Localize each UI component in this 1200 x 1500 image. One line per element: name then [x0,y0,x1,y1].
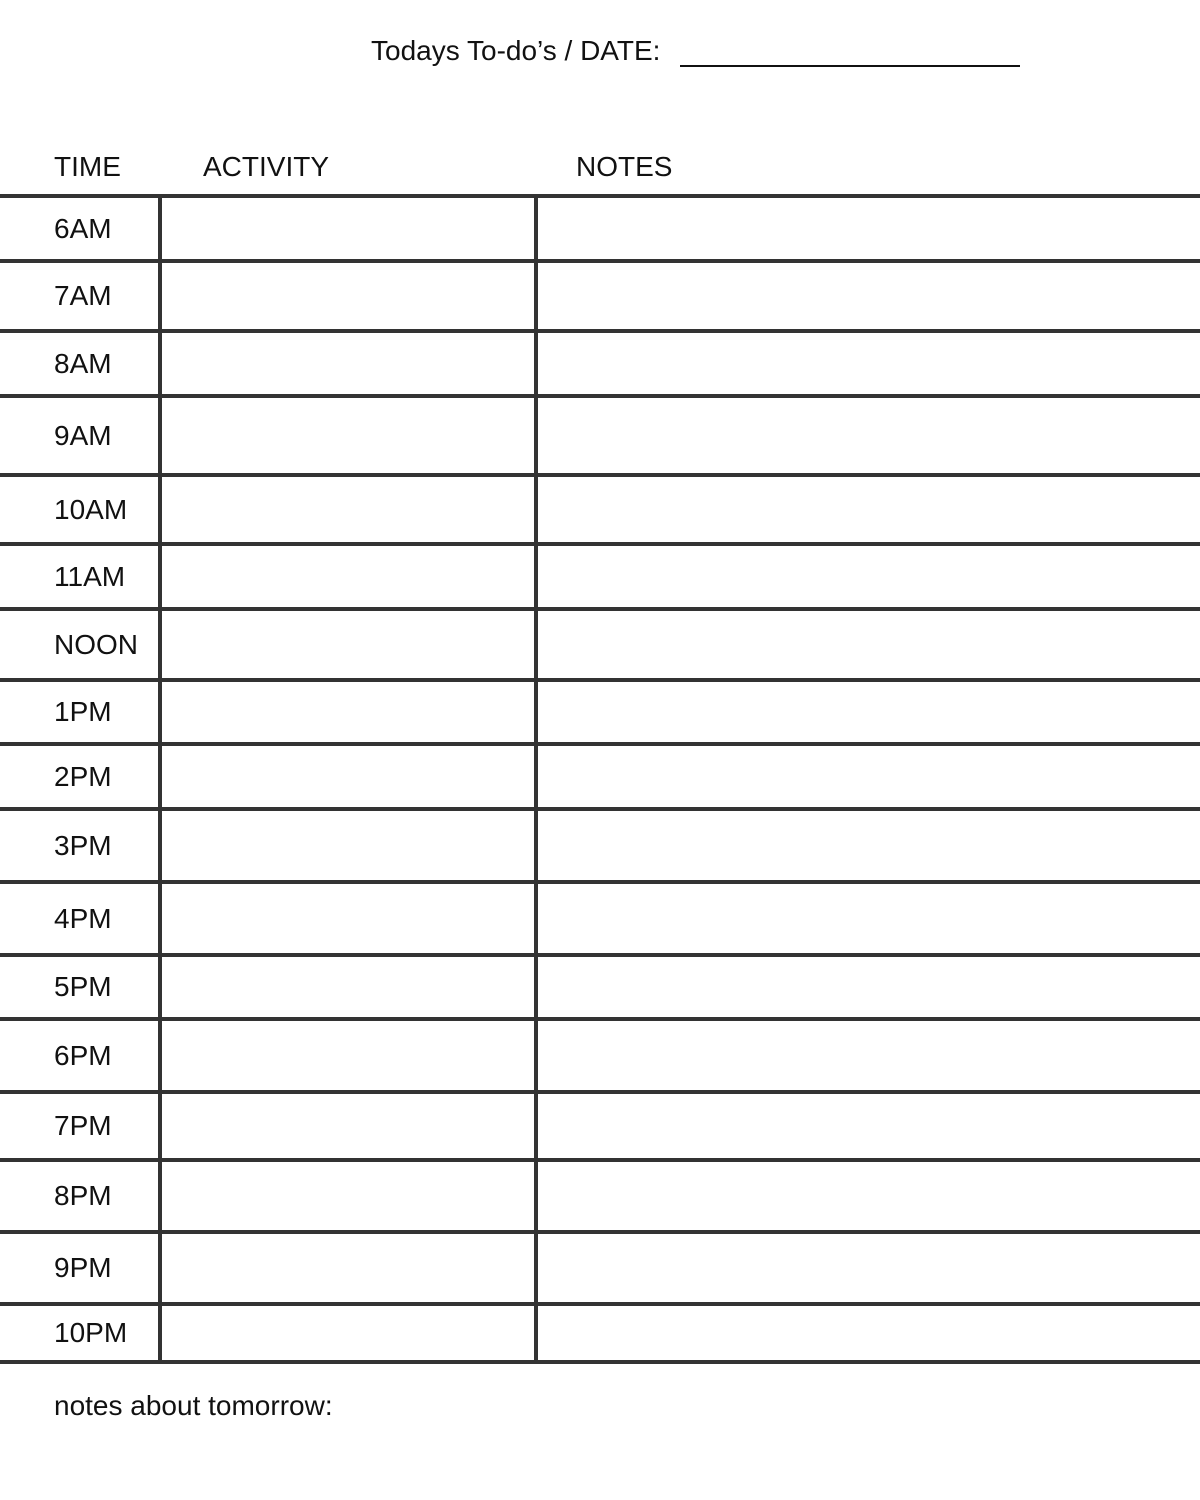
activity-cell[interactable] [164,198,532,259]
footer-notes-label: notes about tomorrow: [54,1390,333,1421]
time-label: 9PM [54,1252,112,1283]
time-label: 10PM [54,1317,128,1348]
activity-cell[interactable] [164,611,532,678]
date-field[interactable] [680,65,1020,67]
activity-cell[interactable] [164,333,532,394]
activity-cell[interactable] [164,746,532,807]
time-label: 8AM [54,347,112,379]
time-label: 11AM [54,560,126,592]
notes-cell[interactable] [540,477,1196,542]
notes-cell[interactable] [540,546,1196,607]
column-header-time: TIME [54,151,121,182]
time-label: 3PM [54,829,112,861]
activity-cell[interactable] [164,546,532,607]
activity-cell[interactable] [164,811,532,880]
time-label: 1PM [54,696,112,727]
column-header-notes: NOTES [576,151,673,182]
activity-cell[interactable] [164,1021,532,1090]
activity-cell[interactable] [164,682,532,742]
notes-cell[interactable] [540,398,1196,473]
time-label: 7AM [54,280,112,311]
time-label: 5PM [54,971,112,1002]
activity-cell[interactable] [164,263,532,329]
activity-cell[interactable] [164,1306,532,1360]
notes-cell[interactable] [540,1306,1196,1360]
notes-cell[interactable] [540,1021,1196,1090]
notes-cell[interactable] [540,611,1196,678]
page-title: Todays To-do’s / DATE: [371,35,661,66]
notes-cell[interactable] [540,333,1196,394]
time-label: 7PM [54,1110,112,1141]
time-label: 8PM [54,1180,112,1211]
activity-cell[interactable] [164,477,532,542]
notes-cell[interactable] [540,957,1196,1017]
activity-cell[interactable] [164,1094,532,1158]
time-label: 6PM [54,1039,112,1071]
time-label: 6AM [54,212,112,244]
time-label: NOON [54,628,138,660]
column-divider-time [158,195,162,1362]
notes-cell[interactable] [540,263,1196,329]
activity-cell[interactable] [164,398,532,473]
notes-cell[interactable] [540,884,1196,953]
notes-cell[interactable] [540,811,1196,880]
time-label: 10AM [54,493,128,525]
column-divider-activity [534,195,538,1362]
time-label: 4PM [54,902,112,934]
notes-cell[interactable] [540,198,1196,259]
notes-cell[interactable] [540,746,1196,807]
activity-cell[interactable] [164,957,532,1017]
activity-cell[interactable] [164,1234,532,1302]
row-divider [0,1360,1200,1364]
notes-cell[interactable] [540,682,1196,742]
time-label: 2PM [54,760,112,792]
notes-cell[interactable] [540,1234,1196,1302]
notes-cell[interactable] [540,1094,1196,1158]
column-header-activity: ACTIVITY [203,151,330,182]
time-label: 9AM [54,419,112,451]
activity-cell[interactable] [164,884,532,953]
notes-cell[interactable] [540,1162,1196,1230]
activity-cell[interactable] [164,1162,532,1230]
